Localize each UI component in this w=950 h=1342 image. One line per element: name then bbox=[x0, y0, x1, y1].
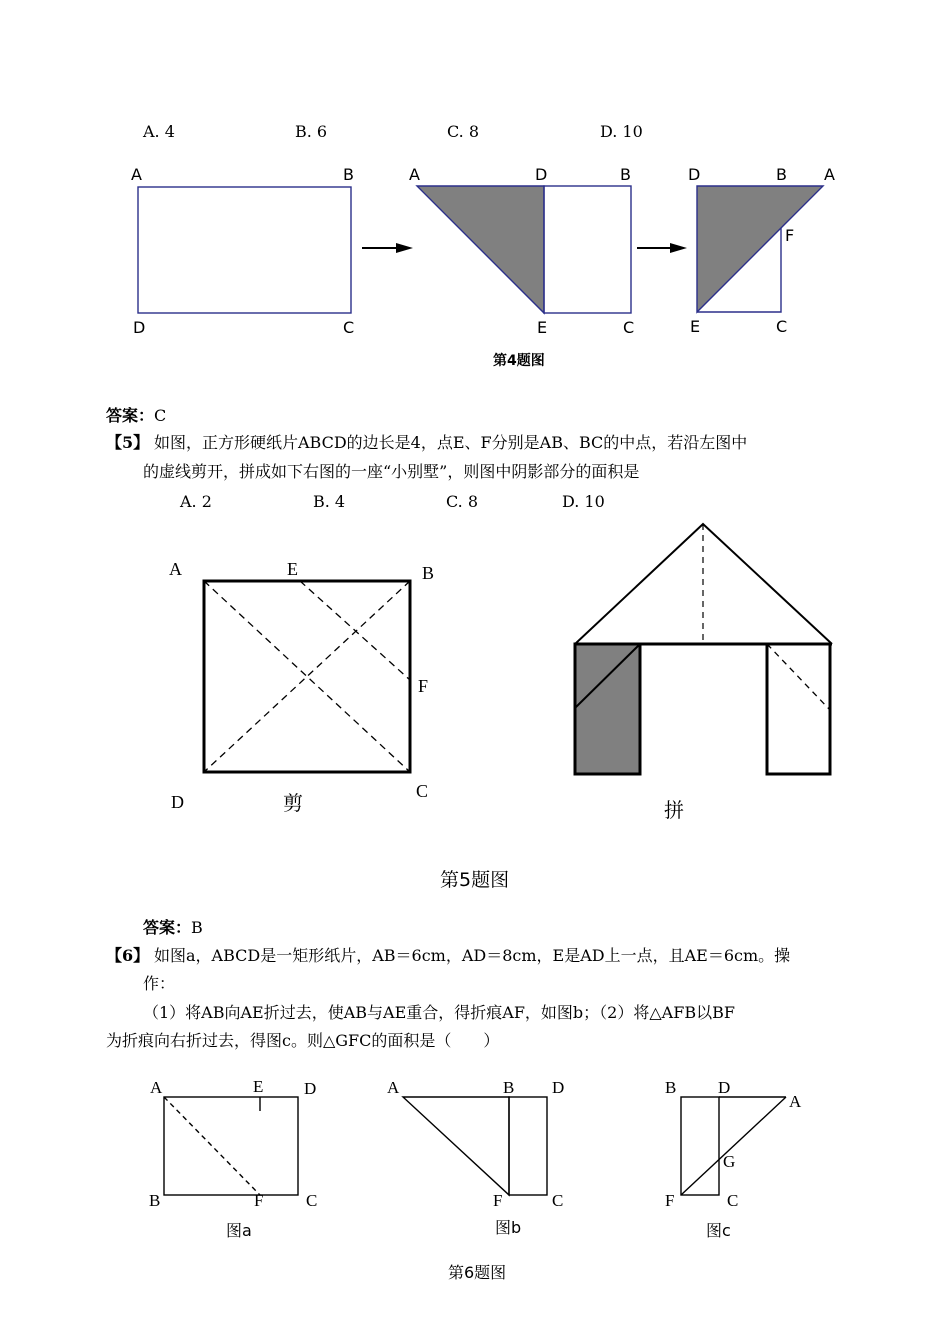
q6-fig-b-rectangle bbox=[509, 1097, 547, 1195]
q6-fig-a-label-b: B bbox=[149, 1191, 161, 1210]
q4-fig2-label-d: D bbox=[535, 165, 548, 184]
q5-label-d: D bbox=[171, 792, 184, 812]
q5-assemble-label: 拼 bbox=[664, 798, 684, 822]
q5-label-e: E bbox=[287, 559, 298, 579]
q4-fig3-label-b: B bbox=[776, 165, 787, 184]
q5-answer-label: 答案： bbox=[143, 918, 192, 937]
q4-caption: 第4题图 bbox=[493, 353, 545, 369]
q4-fig3-label-d: D bbox=[688, 165, 701, 184]
q6-fig-b-label-c: C bbox=[552, 1191, 564, 1210]
q5-label-c: C bbox=[416, 781, 429, 801]
q4-fig3-label-a: A bbox=[824, 165, 835, 184]
q5-number: 【5】 bbox=[106, 433, 150, 452]
q6-fig-a-label-d: D bbox=[304, 1079, 317, 1098]
q6-fig-a-label-a: A bbox=[150, 1078, 163, 1097]
q6-fig-a-label-e: E bbox=[253, 1077, 264, 1096]
q5-option-d: D. 10 bbox=[562, 492, 605, 511]
q4-option-b: B. 6 bbox=[295, 122, 328, 141]
q6-caption-b: 图b bbox=[495, 1218, 522, 1237]
q4-answer-value: C bbox=[154, 406, 167, 425]
q6-fig-b-triangle bbox=[403, 1097, 509, 1195]
q4-fig2-label-c: C bbox=[623, 318, 635, 337]
q5-answer-value: B bbox=[191, 918, 203, 937]
q6-fig-c-label-c: C bbox=[727, 1191, 739, 1210]
q5-text-line1: 如图，正方形硬纸片ABCD的边长是4，点E、F分别是AB、BC的中点，若沿左图中 bbox=[154, 433, 748, 452]
q6-fig-c-label-d: D bbox=[718, 1078, 731, 1097]
q6-fig-c-fold bbox=[681, 1097, 786, 1195]
q6-caption-c: 图c bbox=[706, 1221, 731, 1240]
q6-text-line2: 作： bbox=[143, 974, 176, 993]
q6-fig-b-label-d: D bbox=[552, 1078, 565, 1097]
q4-fig1-label-a: A bbox=[131, 165, 142, 184]
q6-fig-c-label-b: B bbox=[665, 1078, 677, 1097]
q4-option-d: D. 10 bbox=[600, 122, 643, 141]
q4-fig3-label-f: F bbox=[785, 226, 795, 245]
q5-caption: 第5题图 bbox=[440, 869, 510, 891]
q4-fig2-label-a: A bbox=[409, 165, 420, 184]
q4-fig1-label-c: C bbox=[343, 318, 355, 337]
q6-fig-c-rectangle bbox=[681, 1097, 719, 1195]
q4-fig1-label-d: D bbox=[133, 318, 146, 337]
q6-fig-a-label-c: C bbox=[306, 1191, 318, 1210]
q6-fig-c-label-g: G bbox=[723, 1152, 736, 1171]
q6-fig-c-label-f: F bbox=[665, 1191, 675, 1210]
q6-fig-c-label-a: A bbox=[789, 1092, 802, 1111]
q6-fig-b-label-f: F bbox=[493, 1191, 503, 1210]
q4-option-c: C. 8 bbox=[447, 122, 480, 141]
q6-caption-a: 图a bbox=[226, 1221, 252, 1240]
q6-text-line1: 如图a，ABCD是一矩形纸片，AB＝6cm，AD＝8cm，E是AD上一点，且AE＝6cm。操 bbox=[154, 946, 791, 965]
q4-fig2-label-b: B bbox=[620, 165, 631, 184]
q5-label-a: A bbox=[169, 559, 182, 579]
q6-fig-b-label-a: A bbox=[387, 1078, 400, 1097]
q4-option-a: A. 4 bbox=[143, 122, 175, 141]
q5-option-b: B. 4 bbox=[313, 492, 346, 511]
q5-label-f: F bbox=[418, 676, 429, 696]
q4-answer-label: 答案： bbox=[106, 406, 155, 425]
q6-number: 【6】 bbox=[106, 946, 150, 965]
q5-text-line2: 的虚线剪开，拼成如下右图的一座“小别墅”，则图中阴影部分的面积是 bbox=[143, 462, 640, 481]
q5-option-a: A. 2 bbox=[180, 492, 212, 511]
q6-fig-a-fold-line bbox=[164, 1097, 260, 1195]
q4-fig1-label-b: B bbox=[343, 165, 354, 184]
q6-text-line4: 为折痕向右折过去，得图c。则△GFC的面积是（ ） bbox=[106, 1031, 500, 1050]
q6-fig-a-label-f: F bbox=[254, 1191, 264, 1210]
q6-fig-b-label-b: B bbox=[503, 1078, 515, 1097]
q6-text-line3: （1）将AB向AE折过去，使AB与AE重合，得折痕AF，如图b；（2）将△AFB以BF bbox=[143, 1003, 735, 1022]
q4-fig2-label-e: E bbox=[537, 318, 548, 337]
q4-fig3-label-c: C bbox=[776, 317, 788, 336]
q6-caption: 第6题图 bbox=[448, 1263, 507, 1282]
q4-fig3-label-e: E bbox=[690, 317, 701, 336]
q5-label-b: B bbox=[422, 563, 435, 583]
q5-cut-label: 剪 bbox=[283, 791, 303, 815]
q5-option-c: C. 8 bbox=[446, 492, 479, 511]
q6-fig-a-rectangle bbox=[164, 1097, 298, 1195]
